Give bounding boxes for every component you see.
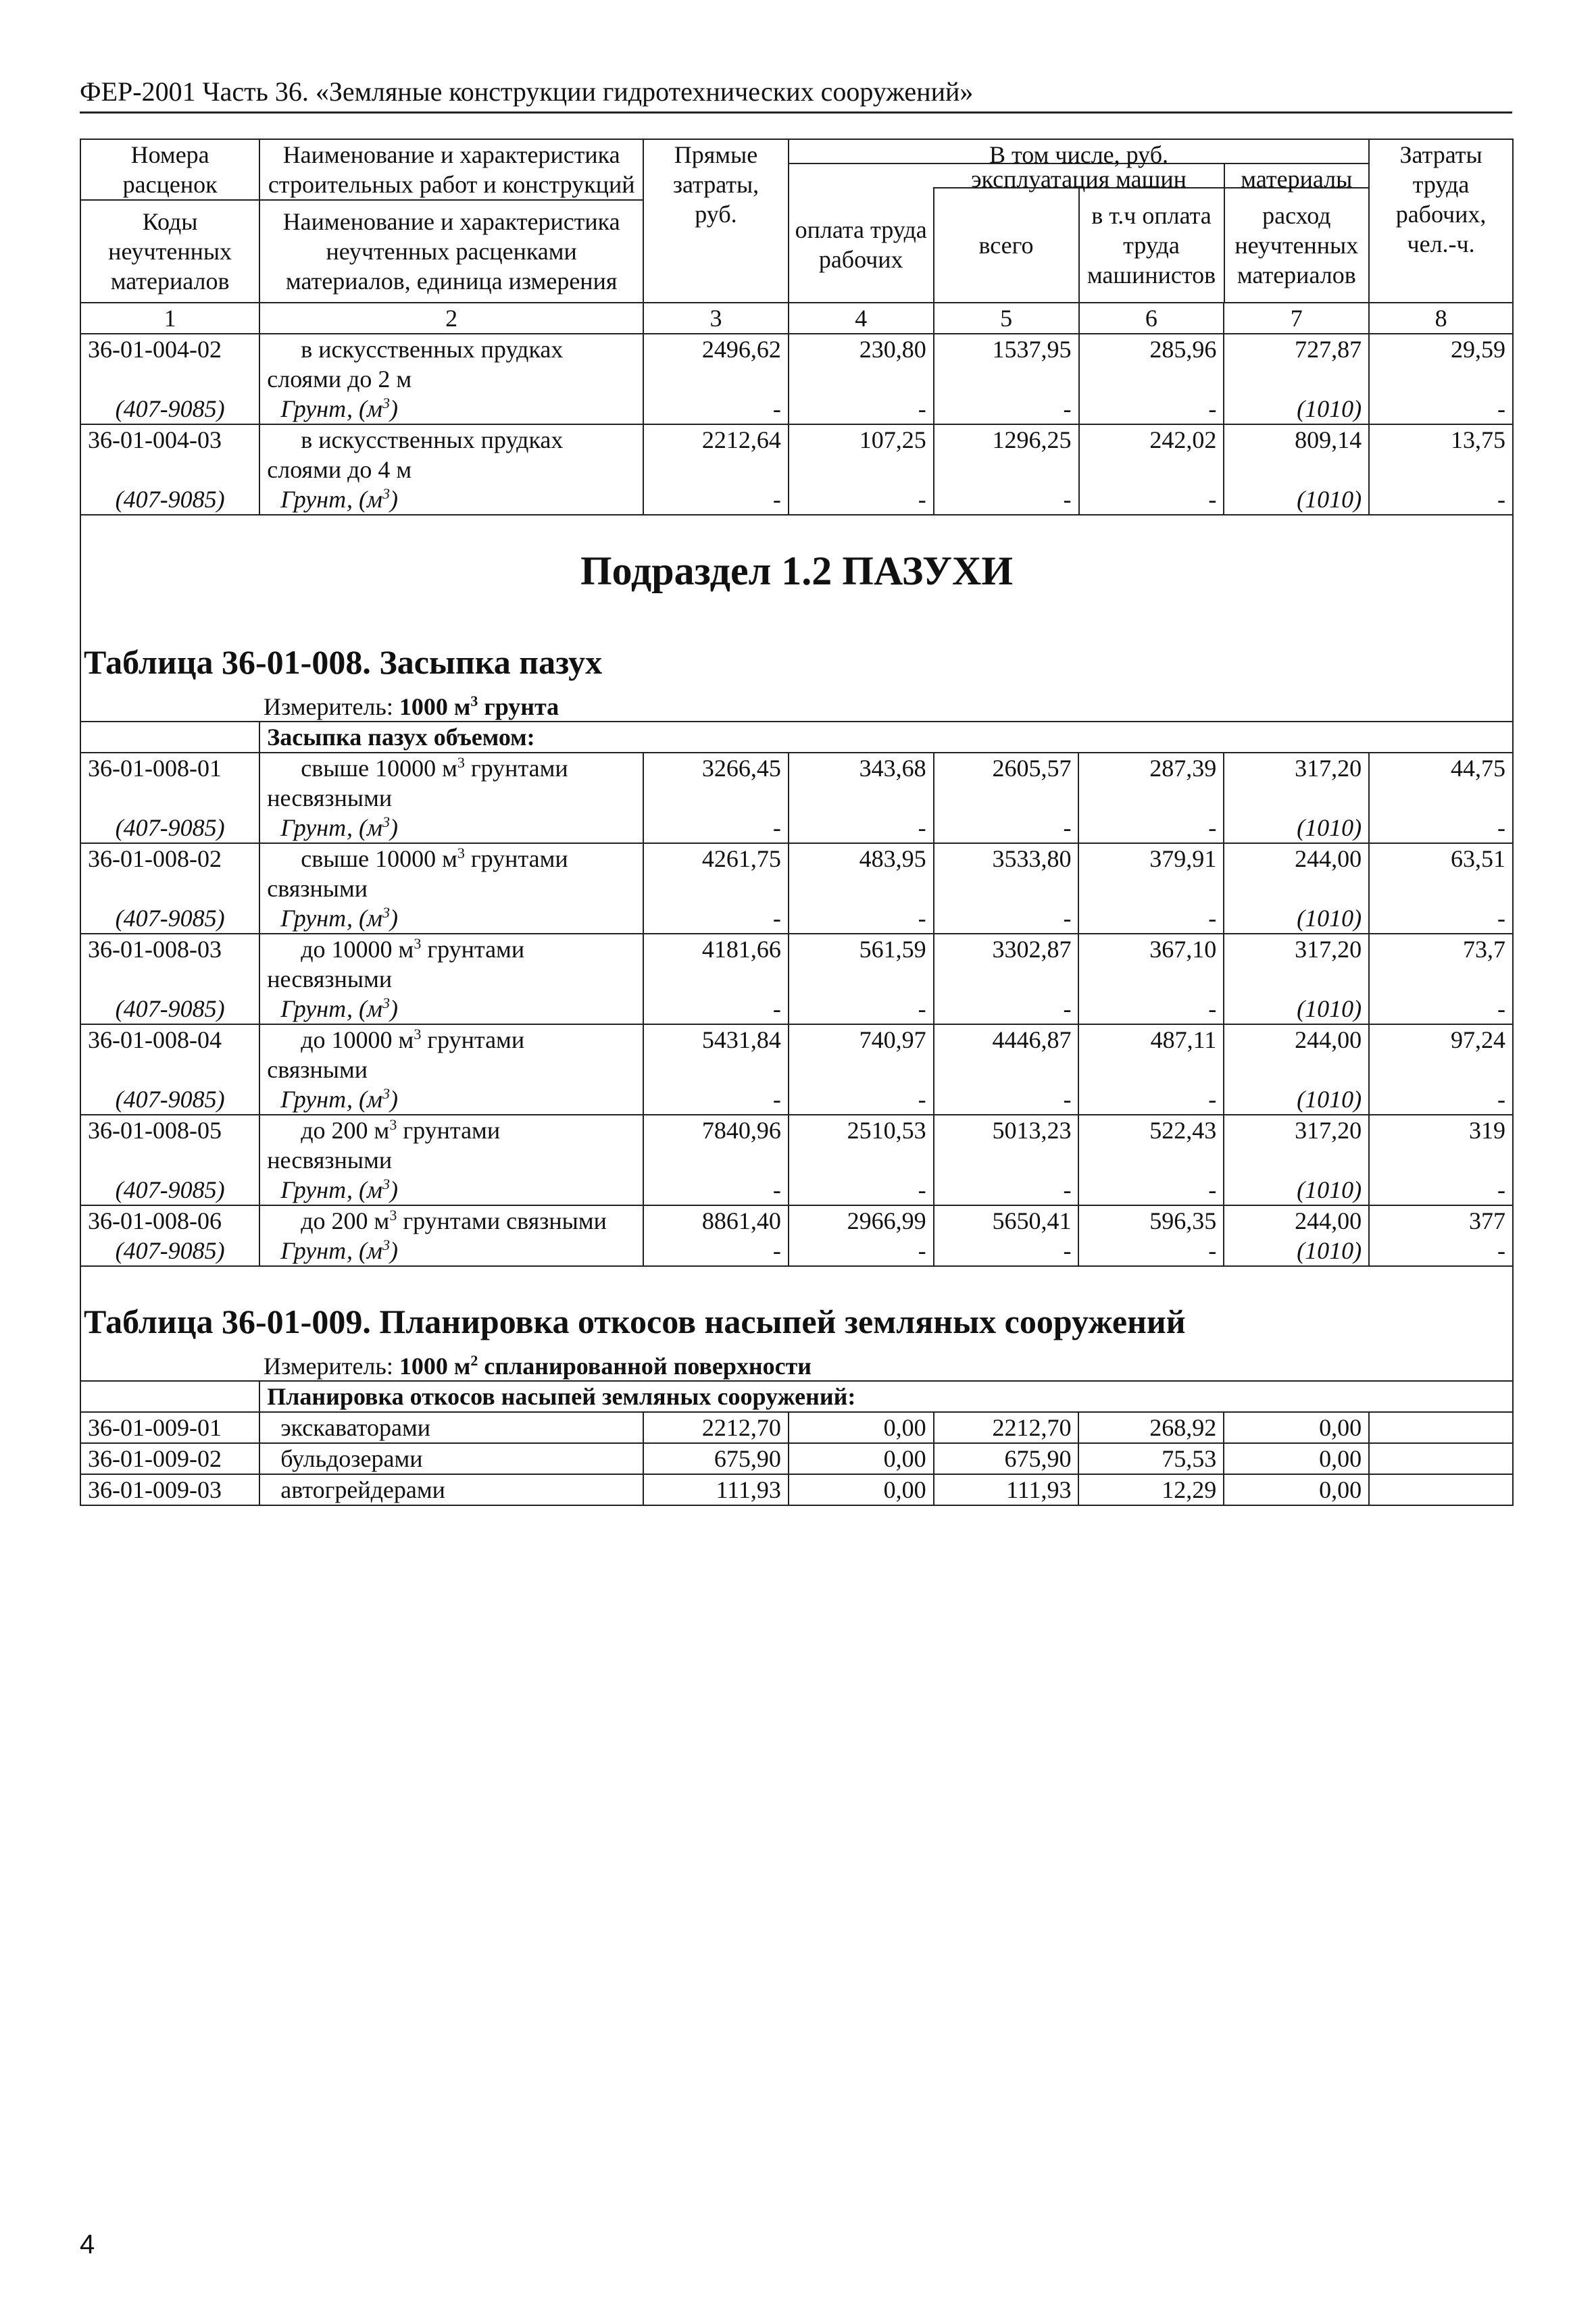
machines-label: эксплуатация машин — [934, 164, 1224, 188]
header-col1 — [80, 139, 259, 303]
col2-bottom-label: Наименование и характеристика неучтенных расценками материалов, единица измерения — [282, 208, 620, 295]
header-col8: Затраты труда рабочих, чел.-ч. — [1369, 139, 1513, 303]
table-meter: Измеритель: 1000 $м^2$ спланированной поверхности — [81, 1341, 1512, 1382]
table-row: 36-01-004-02 (407-9085) в искусственных прудках слоями до 2 м Грунт, $(м^3)$ 2496,62 - 230,80 - 1537,95 - 285,96 - 727,87 (1010) 29,59 - — [80, 334, 1513, 424]
table-row: 36-01-009-03 автогрейдерами 111,93 0,00 111,93 12,29 0,00 — [80, 1474, 1513, 1505]
col1-bottom-label: Коды неучтенных материалов — [108, 208, 232, 295]
table-row: 36-01-008-04 (407-9085) до 10000 $м^3$ грунтами связными Грунт, $(м^3)$ 5431,84 - 740,97 - 4446,87 - 487,11 - 244,00 (1010) 97,24 - — [80, 1024, 1513, 1115]
table-meter: Измеритель: 1000 $м^3$ грунта — [81, 682, 1512, 722]
labor-cost: 230,80 — [859, 336, 926, 363]
document-body — [80, 139, 1514, 1506]
section-table-36-01-009-heading — [80, 1267, 1514, 1382]
col4-label: оплата труда рабочих — [789, 187, 934, 302]
page-number: 4 — [80, 2230, 95, 2259]
table-row: 36-01-008-05 (407-9085) до 200 $м^3$ грунтами несвязными Грунт, $(м^3)$ 7840,96 - 2510,53 - 5013,23 - 522,43 - 317,20 (1010) 319 - — [80, 1115, 1513, 1205]
col5-label: всего — [934, 188, 1080, 302]
table-row: 36-01-008-06 (407-9085) до 200 $м^3$ грунтами связными Грунт, $(м^3)$ 8861,40 - 2966,99 - 5650,41 - 596,35 - 244,00 (1010) 377 - — [80, 1205, 1513, 1266]
table-36-01-008 — [80, 722, 1514, 1267]
header-col2 — [259, 139, 643, 303]
group-label-row — [80, 722, 1513, 753]
table-row: 36-01-004-03 (407-9085) в искусственных прудках слоями до 4 м Грунт, $(м^3)$ 2212,64 - 107,25 - 1296,25 - 242,02 - 809,14 (1010) 13,75 - — [80, 424, 1513, 515]
material-code: (407-9085) — [115, 395, 225, 422]
machinist-cost: 285,96 — [1149, 336, 1217, 363]
page-header: ФЕР-2001 Часть 36. «Земляные конструкции гидротехнических сооружений» — [80, 76, 1512, 114]
column-numbers-row — [80, 303, 1513, 334]
header-group — [789, 139, 1369, 303]
col-num: 3 — [643, 303, 789, 334]
group-label-row — [80, 1382, 1513, 1412]
table-title: Таблица 36-01-008. Засыпка пазух — [84, 643, 603, 681]
col-num: 8 — [1369, 303, 1513, 334]
table-title: Таблица 36-01-009. Планировка откосов насыпей земляных сооружений — [84, 1303, 1186, 1340]
material-name: Грунт, $(м^3)$ — [280, 395, 398, 422]
materials-label: материалы — [1225, 164, 1369, 188]
machine-cost: 1537,95 — [992, 336, 1072, 363]
labor-hours: 29,59 — [1451, 336, 1505, 363]
col6-label: в т.ч оплата труда машинистов — [1087, 202, 1216, 288]
group-label: В том числе, руб. — [789, 140, 1368, 164]
header-col3: Прямые затраты, руб. — [643, 139, 789, 303]
group-label: Засыпка пазух объемом: — [259, 722, 1513, 753]
col7-label: расход неучтенных материалов — [1235, 202, 1359, 288]
table-row: 36-01-008-03 (407-9085) до 10000 $м^3$ грунтами несвязными Грунт, $(м^3)$ 4181,66 - 561,59 - 3302,87 - 367,10 - 317,20 (1010) 73,7 - — [80, 934, 1513, 1024]
rate-code: 36-01-004-02 (407-9085) — [80, 334, 259, 424]
group-label: Планировка откосов насыпей земляных сооружений: — [259, 1382, 1513, 1412]
col2-top-label: Наименование и характеристика строительных работ и конструкций — [260, 140, 643, 201]
table-36-01-009 — [80, 1382, 1514, 1506]
col-num: 1 — [80, 303, 259, 334]
direct-cost: 2496,62 — [701, 336, 781, 363]
subsection-title: Подраздел 1.2 ПАЗУХИ — [580, 549, 1014, 593]
rates-table-header — [80, 139, 1514, 515]
section-table-36-01-008-heading — [80, 515, 1514, 722]
col-num: 6 — [1079, 303, 1224, 334]
table-row: 36-01-009-01 экскаваторами 2212,70 0,00 2212,70 268,92 0,00 — [80, 1412, 1513, 1443]
col-num: 7 — [1224, 303, 1369, 334]
rate-name: в искусственных прудках — [301, 426, 564, 453]
table-row: 36-01-008-02 (407-9085) свыше 10000 $м^3$ грунтами связными Грунт, $(м^3)$ 4261,75 - 483,95 - 3533,80 - 379,91 - 244,00 (1010) 63,51 - — [80, 843, 1513, 934]
col-num: 2 — [259, 303, 643, 334]
rate-code: 36-01-004-03 — [88, 426, 222, 453]
col1-top-label: Номера расценок — [81, 140, 259, 201]
col-num: 5 — [934, 303, 1079, 334]
material-cost: 727,87 — [1295, 336, 1362, 363]
table-row: 36-01-009-02 бульдозерами 675,90 0,00 675,90 75,53 0,00 — [80, 1443, 1513, 1474]
col-num: 4 — [789, 303, 934, 334]
table-row: 36-01-008-01 (407-9085) свыше 10000 $м^3$ грунтами несвязными Грунт, $(м^3)$ 3266,45 - 343,68 - 2605,57 - 287,39 - 317,20 (1010) 44,75 - — [80, 753, 1513, 843]
rate-name: в искусственных прудках слоями до 2 м Грунт, $(м^3)$ — [259, 334, 643, 424]
